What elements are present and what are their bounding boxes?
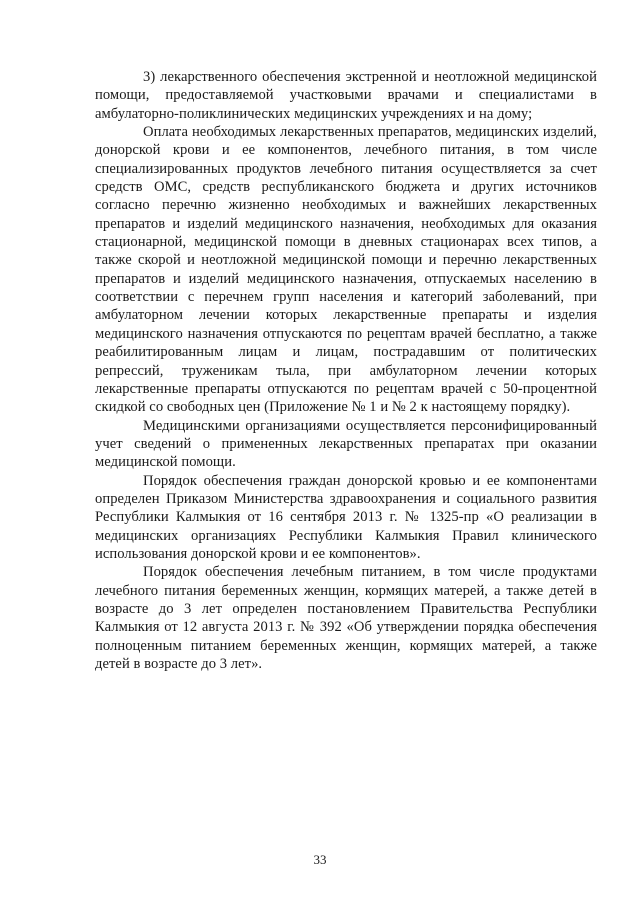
paragraph-personalized-accounting: Медицинскими организациями осуществляется персонифицированный учет сведений о примененных лекарственных препаратах при оказании медицинской помощи. <box>95 417 597 471</box>
paragraph-medical-nutrition-order: Порядок обеспечения лечебным питанием, в том числе продуктами лечебного питания беременных женщин, кормящих матерей, а также детей в возрасте до 3 лет определен постановлением Правительства Республики Калмыкия от 12 августа 2013 г. № 392 «Об утверждении порядка обеспечения полноценным питанием беременных женщин, кормящих матерей, а также детей в возрасте до 3 лет». <box>95 564 597 672</box>
paragraph-payment-for-drugs: Оплата необходимых лекарственных препаратов, медицинских изделий, донорской крови и ее компонентов, лечебного питания, в том числе специализированных продуктов лечебного питания осуществляется за счет средств ОМС, средств республиканского бюджета и других источников согласно перечню жизненно необходимых и важнейших лекарственных препаратов и изделий медицинского назначения, необходимых для оказания стационарной, медицинской помощи в дневных стационарах всех типов, а также скорой и неотложной медицинской помощи и перечню лекарственных препаратов и изделий медицинского назначения, отпускаемых населению в соответствии с перечнем групп населения и категорий заболеваний, при амбулаторном лечении которых лекарственные препараты и изделия медицинского назначения отпускаются по рецептам врачей бесплатно, а также реабилитированным лицам и лицам, пострадавшим от политических репрессий, труженикам тыла, при амбулаторном лечении которых лекарственные препараты отпускаются по рецептам врачей с 50-процентной скидкой со свободных цен (Приложение № 1 и № 2 к настоящему порядку). <box>95 124 597 416</box>
document-body <box>95 68 597 673</box>
page-number: 33 <box>313 852 327 867</box>
paragraph-donor-blood-order: Порядок обеспечения граждан донорской кровью и ее компонентами определен Приказом Министерства здравоохранения и социального развития Республики Калмыкия от 16 сентября 2013 г. № 1325-пр «О реализации в медицинских организациях Республики Калмыкия Правил клинического использования донорской крови и ее компонентов». <box>95 472 597 562</box>
paragraph-drug-supply-item-3: 3) лекарственного обеспечения экстренной и неотложной медицинской помощи, предоставляемой участковыми врачами и специалистами в амбулаторно-поликлинических медицинских учреждениях и на дому; <box>95 69 597 122</box>
